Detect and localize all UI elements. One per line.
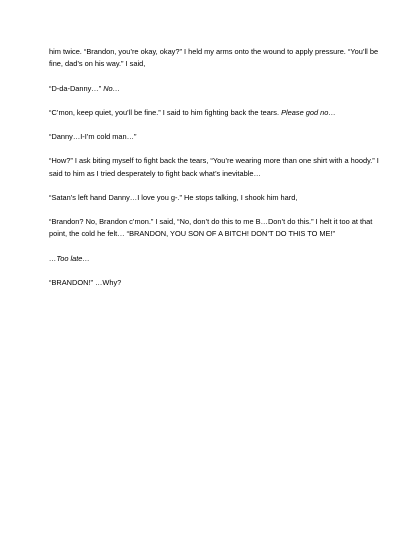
text-run: “Brandon? No, Brandon c’mon.” I said, “No, don’t do this to me B…Don’t do this.” I helt it too at that point, the cold he felt… “BRANDON, YOU SON OF A BITCH! DON’T DO THIS TO ME!”: [49, 217, 373, 239]
paragraph: [49, 155, 379, 180]
text-run: him twice. “Brandon, you’re okay, okay?” I held my arms onto the wound to apply pressure. “You’ll be fine, dad’s on his way.” I said,: [49, 47, 379, 69]
text-run: “BRANDON!” …Why?: [49, 277, 122, 287]
text-run: “D-da-Danny…”: [49, 83, 104, 93]
paragraph: [49, 131, 379, 143]
text-run: “Danny…I-I’m cold man…”: [49, 132, 137, 142]
text-run: “Satan’s left hand Danny…I love you g-.” He stops talking, I shook him hard,: [49, 192, 298, 202]
paragraph: [49, 83, 379, 95]
paragraph: [49, 46, 379, 71]
paragraph: [49, 216, 379, 241]
paragraph: [49, 277, 379, 289]
paragraph: [49, 107, 379, 119]
paragraph: [49, 192, 379, 204]
text-run: “How?” I ask biting myself to fight back the tears, “You’re wearing more than one shirt with a hoody.” I said to him as I tried desperately to fight back what’s inevitable…: [49, 156, 379, 178]
document-body: [49, 46, 379, 301]
paragraph: [49, 253, 379, 265]
italic-text-run: …Too late…: [49, 253, 90, 263]
italic-text-run: Please god no…: [281, 107, 336, 117]
italic-text-run: No…: [103, 83, 121, 93]
text-run: “C’mon, keep quiet, you’ll be fine.” I said to him fighting back the tears.: [49, 107, 282, 117]
